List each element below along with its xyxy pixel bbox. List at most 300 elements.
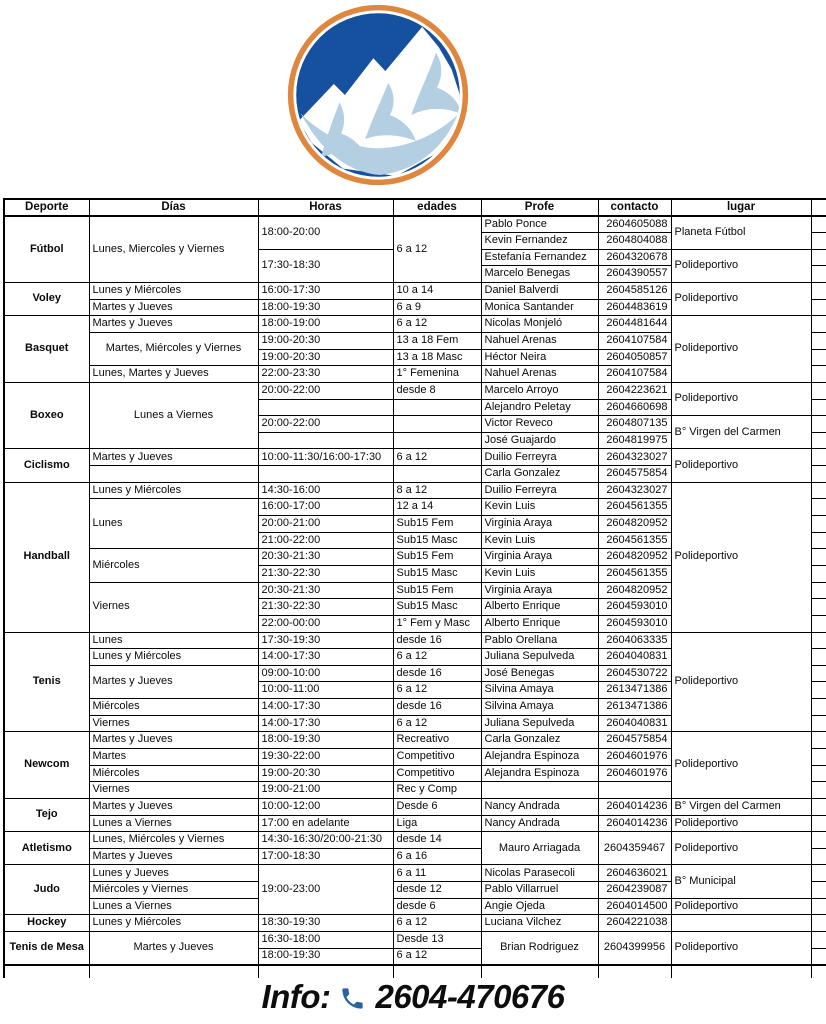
cell-contacto: 2604605088 — [598, 216, 671, 233]
column-header-extra — [811, 199, 826, 216]
cell-edades: 6 a 12 — [393, 649, 481, 666]
cell-contacto: 2604561355 — [598, 565, 671, 582]
cell-extra — [811, 898, 826, 915]
cell-extra — [811, 782, 826, 799]
cell-contacto: 2604575854 — [598, 732, 671, 749]
cell-extra — [811, 915, 826, 932]
cell-contacto: 2604593010 — [598, 599, 671, 616]
cell-extra — [811, 432, 826, 449]
cell-profe: Brian Rodriguez — [481, 932, 598, 965]
cell-sport: Voley — [4, 283, 89, 316]
cell-extra — [811, 499, 826, 516]
phone-icon — [339, 985, 366, 1012]
cell-edades: Sub15 Fem — [393, 582, 481, 599]
cell-horas — [258, 466, 393, 483]
schedule-table — [3, 198, 826, 978]
cell-extra — [811, 416, 826, 433]
cell-profe: Nicolas Parasecoli — [481, 865, 598, 882]
cell-edades — [393, 432, 481, 449]
cell-profe: Juliana Sepulveda — [481, 715, 598, 732]
cell-extra — [811, 549, 826, 566]
cell-edades: 6 a 12 — [393, 216, 481, 283]
cell-horas: 18:00-19:30 — [258, 732, 393, 749]
cell-edades: Rec y Comp — [393, 782, 481, 799]
cell-extra — [811, 798, 826, 815]
cell-extra — [811, 948, 826, 965]
cell-edades: desde 14 — [393, 832, 481, 849]
cell-dias: Martes y Jueves — [89, 449, 258, 466]
cell-dias: Lunes y Jueves — [89, 865, 258, 882]
cell-profe: Juliana Sepulveda — [481, 649, 598, 666]
cell-horas: 19:00-20:30 — [258, 332, 393, 349]
cell-contacto: 2604601976 — [598, 749, 671, 766]
cell-lugar: Polideportivo — [671, 932, 811, 965]
cell-dias: Lunes, Miercoles y Viernes — [89, 216, 258, 283]
cell-contacto: 2604483619 — [598, 299, 671, 316]
cell-dias: Martes y Jueves — [89, 299, 258, 316]
cell-extra — [811, 316, 826, 333]
cell-contacto: 2604585126 — [598, 283, 671, 300]
cell-horas: 17:00-18:30 — [258, 848, 393, 865]
cell-horas: 17:30-18:30 — [258, 249, 393, 282]
header-row — [4, 199, 826, 216]
cell-contacto: 2604390557 — [598, 266, 671, 283]
cell-profe: Luciana Vilchez — [481, 915, 598, 932]
cell-dias: Lunes — [89, 499, 258, 549]
cell-horas: 19:00-20:30 — [258, 765, 393, 782]
cell-extra — [811, 848, 826, 865]
table-row — [4, 865, 826, 882]
cell-profe: Duilio Ferreyra — [481, 482, 598, 499]
cell-horas: 14:00-17:30 — [258, 715, 393, 732]
cell-lugar: Polideportivo — [671, 249, 811, 282]
cell-horas: 18:00-20:00 — [258, 216, 393, 249]
table-row — [4, 283, 826, 300]
cell-extra — [811, 665, 826, 682]
cell-dias: Lunes y Miércoles — [89, 283, 258, 300]
table-row — [4, 482, 826, 499]
cell-contacto: 2604107584 — [598, 366, 671, 383]
cell-extra — [811, 699, 826, 716]
cell-profe: Pablo Ponce — [481, 216, 598, 233]
cell-horas: 18:00-19:30 — [258, 948, 393, 965]
cell-edades: 6 a 12 — [393, 316, 481, 333]
cell-horas: 21:30-22:30 — [258, 599, 393, 616]
cell-edades: Sub15 Masc — [393, 532, 481, 549]
cell-sport: Basquet — [4, 316, 89, 383]
cell-contacto: 2604040831 — [598, 715, 671, 732]
column-header-deporte: Deporte — [4, 199, 89, 216]
cell-edades: Sub15 Fem — [393, 549, 481, 566]
cell-dias: Martes y Jueves — [89, 665, 258, 698]
cell-edades: Competitivo — [393, 765, 481, 782]
cell-horas: 16:00-17:00 — [258, 499, 393, 516]
cell-lugar: Polideportivo — [671, 316, 811, 383]
cell-extra — [811, 349, 826, 366]
cell-extra — [811, 882, 826, 899]
cell-edades: Recreativo — [393, 732, 481, 749]
cell-sport: Ciclismo — [4, 449, 89, 482]
info-phone: 2604-470676 — [375, 978, 565, 1015]
cell-extra — [811, 715, 826, 732]
table-row — [4, 316, 826, 333]
cell-extra — [811, 382, 826, 399]
cell-contacto: 2604530722 — [598, 665, 671, 682]
cell-extra — [811, 815, 826, 832]
cell-horas: 10:00-12:00 — [258, 798, 393, 815]
cell-extra — [811, 732, 826, 749]
cell-dias: Lunes a Viernes — [89, 815, 258, 832]
cell-horas: 20:30-21:30 — [258, 549, 393, 566]
cell-dias — [89, 466, 258, 483]
cell-dias: Martes y Jueves — [89, 932, 258, 965]
cell-contacto: 2604820952 — [598, 549, 671, 566]
cell-lugar: B° Municipal — [671, 865, 811, 898]
cell-lugar: Polideportivo — [671, 815, 811, 832]
cell-edades: 6 a 12 — [393, 715, 481, 732]
cell-horas: 19:30-22:00 — [258, 749, 393, 766]
cell-dias: Viernes — [89, 582, 258, 632]
column-header-dias: Días — [89, 199, 258, 216]
cell-profe: Pablo Villarruel — [481, 882, 598, 899]
cell-horas: 20:00-22:00 — [258, 382, 393, 399]
cell-contacto: 2604561355 — [598, 499, 671, 516]
cell-sport: Handball — [4, 482, 89, 632]
cell-contacto: 2604320678 — [598, 249, 671, 266]
cell-edades: 6 a 12 — [393, 682, 481, 699]
cell-extra — [811, 466, 826, 483]
cell-edades: desde 6 — [393, 898, 481, 915]
cell-extra — [811, 749, 826, 766]
cell-edades: desde 12 — [393, 882, 481, 899]
cell-contacto: 2604107584 — [598, 332, 671, 349]
cell-profe: José Benegas — [481, 665, 598, 682]
cell-extra — [811, 832, 826, 849]
cell-lugar: Polideportivo — [671, 382, 811, 415]
cell-dias: Lunes, Miércoles y Viernes — [89, 832, 258, 849]
cell-profe: Nancy Andrada — [481, 798, 598, 815]
cell-contacto: 2604323027 — [598, 449, 671, 466]
cell-lugar: Polideportivo — [671, 898, 811, 915]
cell-contacto: 2604561355 — [598, 532, 671, 549]
cell-contacto: 2604221038 — [598, 915, 671, 932]
cell-contacto: 2604820952 — [598, 516, 671, 533]
cell-contacto: 2613471386 — [598, 699, 671, 716]
cell-extra — [811, 216, 826, 233]
cell-edades: 6 a 12 — [393, 449, 481, 466]
cell-profe — [481, 782, 598, 799]
cell-dias: Martes y Jueves — [89, 732, 258, 749]
cell-contacto: 2604399956 — [598, 932, 671, 965]
cell-edades: 12 a 14 — [393, 499, 481, 516]
cell-contacto: 2604804088 — [598, 233, 671, 250]
cell-profe: Nahuel Arenas — [481, 366, 598, 383]
cell-edades — [393, 399, 481, 416]
cell-profe: Angie Ojeda — [481, 898, 598, 915]
cell-extra — [811, 932, 826, 949]
cell-lugar: Polideportivo — [671, 832, 811, 865]
column-header-profe: Profe — [481, 199, 598, 216]
cell-edades — [393, 466, 481, 483]
table-row — [4, 815, 826, 832]
cell-horas: 18:00-19:30 — [258, 299, 393, 316]
cell-profe: Héctor Neira — [481, 349, 598, 366]
cell-profe: Kevin Luis — [481, 565, 598, 582]
cell-contacto: 2604481644 — [598, 316, 671, 333]
cell-edades: Liga — [393, 815, 481, 832]
cell-edades: 1° Femenina — [393, 366, 481, 383]
cell-horas: 14:30-16:00 — [258, 482, 393, 499]
cell-edades: Sub15 Masc — [393, 565, 481, 582]
cell-horas: 16:30-18:00 — [258, 932, 393, 949]
cell-extra — [811, 599, 826, 616]
cell-extra — [811, 399, 826, 416]
cell-edades: desde 8 — [393, 382, 481, 399]
cell-extra — [811, 682, 826, 699]
cell-sport: Tenis — [4, 632, 89, 732]
cell-edades: 6 a 9 — [393, 299, 481, 316]
cell-horas: 19:00-21:00 — [258, 782, 393, 799]
cell-extra — [811, 366, 826, 383]
cell-edades: 6 a 16 — [393, 848, 481, 865]
cell-edades: Desde 13 — [393, 932, 481, 949]
info-label: Info: — [261, 978, 331, 1015]
cell-dias: Lunes, Martes y Jueves — [89, 366, 258, 383]
cell-lugar: Polideportivo — [671, 732, 811, 799]
cell-edades: 1° Fem y Masc — [393, 615, 481, 632]
cell-horas: 17:30-19:30 — [258, 632, 393, 649]
info-footer — [0, 974, 826, 1020]
cell-extra — [811, 632, 826, 649]
cell-edades: Sub15 Fem — [393, 516, 481, 533]
cell-contacto: 2604323027 — [598, 482, 671, 499]
cell-profe: Alejandro Peletay — [481, 399, 598, 416]
cell-dias: Viernes — [89, 715, 258, 732]
cell-lugar: B° Virgen del Carmen — [671, 416, 811, 449]
cell-edades: 10 a 14 — [393, 283, 481, 300]
cell-extra — [811, 649, 826, 666]
cell-horas: 19:00-20:30 — [258, 349, 393, 366]
cell-edades — [393, 416, 481, 433]
cell-horas: 10:00-11:00 — [258, 682, 393, 699]
cell-profe: Victor Reveco — [481, 416, 598, 433]
cell-edades: 6 a 12 — [393, 915, 481, 932]
cell-horas: 14:00-17:30 — [258, 699, 393, 716]
cell-horas: 14:30-16:30/20:00-21:30 — [258, 832, 393, 849]
cell-profe: Nicolas Monjeló — [481, 316, 598, 333]
cell-edades: desde 16 — [393, 699, 481, 716]
cell-extra — [811, 299, 826, 316]
cell-contacto: 2604575854 — [598, 466, 671, 483]
cell-contacto: 2604063335 — [598, 632, 671, 649]
cell-profe: José Guajardo — [481, 432, 598, 449]
cell-sport: Tejo — [4, 798, 89, 831]
cell-horas — [258, 432, 393, 449]
cell-horas: 22:00-00:00 — [258, 615, 393, 632]
cell-contacto: 2604636021 — [598, 865, 671, 882]
table-row — [4, 915, 826, 932]
cell-sport: Newcom — [4, 732, 89, 799]
cell-sport: Judo — [4, 865, 89, 915]
cell-contacto: 2604359467 — [598, 832, 671, 865]
cell-sport: Atletismo — [4, 832, 89, 865]
cell-profe: Marcelo Arroyo — [481, 382, 598, 399]
cell-contacto: 2613471386 — [598, 682, 671, 699]
table-row — [4, 898, 826, 915]
cell-horas: 17:00 en adelante — [258, 815, 393, 832]
table-row — [4, 632, 826, 649]
cell-edades: 8 a 12 — [393, 482, 481, 499]
cell-edades: 13 a 18 Masc — [393, 349, 481, 366]
table-row — [4, 932, 826, 949]
cell-edades: Sub15 Masc — [393, 599, 481, 616]
cell-extra — [811, 615, 826, 632]
cell-profe: Virginia Araya — [481, 516, 598, 533]
table-row — [4, 732, 826, 749]
cell-profe: Kevin Luis — [481, 532, 598, 549]
cell-sport: Tenis de Mesa — [4, 932, 89, 965]
cell-horas: 14:00-17:30 — [258, 649, 393, 666]
cell-contacto: 2604050857 — [598, 349, 671, 366]
cell-horas — [258, 399, 393, 416]
cell-contacto: 2604819975 — [598, 432, 671, 449]
mountain-logo — [286, 3, 470, 187]
cell-profe: Duilio Ferreyra — [481, 449, 598, 466]
cell-horas: 18:30-19:30 — [258, 915, 393, 932]
cell-edades: Competitivo — [393, 749, 481, 766]
column-header-contacto: contacto — [598, 199, 671, 216]
cell-dias: Lunes a Viernes — [89, 898, 258, 915]
cell-dias: Lunes y Miércoles — [89, 915, 258, 932]
cell-profe: Nancy Andrada — [481, 815, 598, 832]
cell-profe: Monica Santander — [481, 299, 598, 316]
cell-extra — [811, 283, 826, 300]
cell-dias: Martes y Jueves — [89, 848, 258, 865]
cell-edades: desde 16 — [393, 632, 481, 649]
cell-contacto: 2604223621 — [598, 382, 671, 399]
cell-profe: Pablo Orellana — [481, 632, 598, 649]
cell-extra — [811, 249, 826, 266]
column-header-horas: Horas — [258, 199, 393, 216]
cell-horas: 16:00-17:30 — [258, 283, 393, 300]
cell-profe: Mauro Arriagada — [481, 832, 598, 865]
cell-profe: Kevin Fernandez — [481, 233, 598, 250]
cell-sport: Boxeo — [4, 382, 89, 449]
cell-profe: Alejandra Espinoza — [481, 765, 598, 782]
cell-profe: Carla Gonzalez — [481, 466, 598, 483]
cell-contacto: 2604601976 — [598, 765, 671, 782]
cell-profe: Nahuel Arenas — [481, 332, 598, 349]
cell-dias: Lunes y Miércoles — [89, 482, 258, 499]
table-row — [4, 449, 826, 466]
cell-profe: Alejandra Espinoza — [481, 749, 598, 766]
cell-lugar: Polideportivo — [671, 482, 811, 632]
cell-horas: 20:00-21:00 — [258, 516, 393, 533]
cell-contacto: 2604593010 — [598, 615, 671, 632]
cell-profe: Marcelo Benegas — [481, 266, 598, 283]
table-row — [4, 832, 826, 849]
cell-dias: Miércoles — [89, 765, 258, 782]
cell-contacto: 2604820952 — [598, 582, 671, 599]
cell-extra — [811, 233, 826, 250]
cell-dias: Miércoles — [89, 549, 258, 582]
cell-dias: Miércoles — [89, 699, 258, 716]
cell-horas: 09:00-10:00 — [258, 665, 393, 682]
cell-horas: 21:30-22:30 — [258, 565, 393, 582]
cell-contacto: 2604014236 — [598, 798, 671, 815]
cell-horas: 21:00-22:00 — [258, 532, 393, 549]
cell-lugar: Polideportivo — [671, 449, 811, 482]
cell-contacto: 2604040831 — [598, 649, 671, 666]
cell-lugar: B° Virgen del Carmen — [671, 798, 811, 815]
cell-dias: Lunes a Viernes — [89, 382, 258, 449]
cell-profe: Silvina Amaya — [481, 682, 598, 699]
column-header-edades: edades — [393, 199, 481, 216]
column-header-lugar: lugar — [671, 199, 811, 216]
cell-profe: Carla Gonzalez — [481, 732, 598, 749]
cell-horas: 22:00-23:30 — [258, 366, 393, 383]
cell-extra — [811, 565, 826, 582]
cell-horas: 10:00-11:30/16:00-17:30 — [258, 449, 393, 466]
cell-extra — [811, 532, 826, 549]
cell-contacto: 2604014500 — [598, 898, 671, 915]
cell-edades: desde 16 — [393, 665, 481, 682]
cell-extra — [811, 582, 826, 599]
cell-edades: 6 a 11 — [393, 865, 481, 882]
cell-extra — [811, 765, 826, 782]
table-row — [4, 216, 826, 233]
cell-profe: Daniel Balverdi — [481, 283, 598, 300]
cell-profe: Alberto Enrique — [481, 599, 598, 616]
cell-contacto — [598, 782, 671, 799]
cell-extra — [811, 865, 826, 882]
cell-profe: Virginia Araya — [481, 549, 598, 566]
cell-horas: 18:00-19:00 — [258, 316, 393, 333]
cell-dias: Viernes — [89, 782, 258, 799]
cell-lugar: Polideportivo — [671, 283, 811, 316]
cell-extra — [811, 449, 826, 466]
cell-profe: Alberto Enrique — [481, 615, 598, 632]
cell-dias: Miércoles y Viernes — [89, 882, 258, 899]
cell-contacto: 2604014236 — [598, 815, 671, 832]
cell-dias: Martes y Jueves — [89, 798, 258, 815]
cell-lugar — [671, 915, 811, 932]
cell-profe: Virginia Araya — [481, 582, 598, 599]
cell-profe: Estefanía Fernandez — [481, 249, 598, 266]
cell-edades: Desde 6 — [393, 798, 481, 815]
cell-horas: 20:30-21:30 — [258, 582, 393, 599]
cell-extra — [811, 482, 826, 499]
cell-dias: Martes, Miércoles y Viernes — [89, 332, 258, 365]
cell-horas: 19:00-23:00 — [258, 865, 393, 915]
cell-profe: Silvina Amaya — [481, 699, 598, 716]
cell-profe: Kevin Luis — [481, 499, 598, 516]
cell-contacto: 2604239087 — [598, 882, 671, 899]
cell-lugar: Polideportivo — [671, 632, 811, 732]
cell-extra — [811, 332, 826, 349]
cell-dias: Lunes y Miércoles — [89, 649, 258, 666]
cell-edades: 6 a 12 — [393, 948, 481, 965]
cell-edades: 13 a 18 Fem — [393, 332, 481, 349]
cell-contacto: 2604660698 — [598, 399, 671, 416]
cell-sport: Hockey — [4, 915, 89, 932]
cell-dias: Martes y Jueves — [89, 316, 258, 333]
cell-sport: Fútbol — [4, 216, 89, 283]
table-row — [4, 798, 826, 815]
cell-dias: Martes — [89, 749, 258, 766]
cell-extra — [811, 516, 826, 533]
table-row — [4, 382, 826, 399]
